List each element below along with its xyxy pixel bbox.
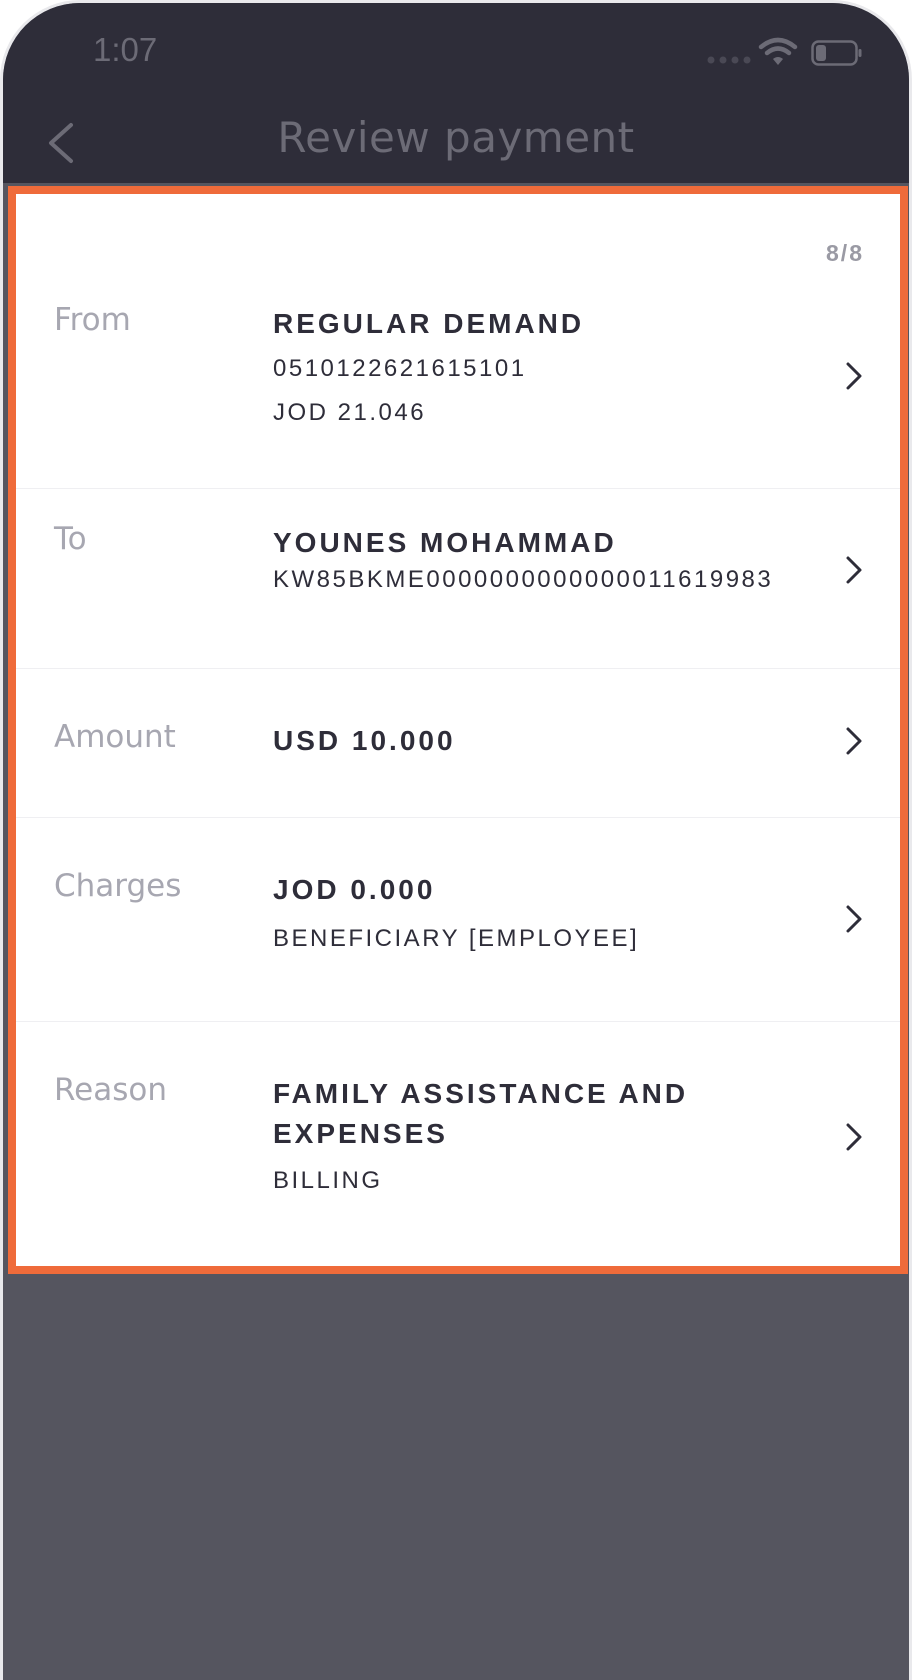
payment-review-card <box>8 186 908 1274</box>
to-values <box>273 523 833 597</box>
to-label: To <box>54 521 87 557</box>
charges-row[interactable] <box>16 818 900 1022</box>
from-account-name: REGULAR DEMAND <box>273 308 585 339</box>
header-area <box>3 3 909 183</box>
navigation-bar <box>3 103 909 183</box>
charges-bearer: BENEFICIARY [EMPLOYEE] <box>273 925 640 952</box>
reason-subtype: BILLING <box>273 1167 383 1194</box>
chevron-right-icon <box>844 1121 864 1153</box>
charges-values <box>273 870 833 956</box>
beneficiary-iban: KW85BKME0000000000000011619983 <box>273 566 774 593</box>
page-title: Review payment <box>277 113 635 162</box>
from-account-number: 0510122621615101 <box>273 355 527 382</box>
chevron-right-icon <box>844 725 864 757</box>
status-time: 1:07 <box>93 31 158 68</box>
reason-values <box>273 1074 833 1198</box>
amount-values <box>273 721 833 761</box>
reason-row[interactable] <box>16 1022 900 1267</box>
beneficiary-name: YOUNES MOHAMMAD <box>273 527 617 558</box>
from-row[interactable] <box>16 270 900 489</box>
reason-title-line-2: EXPENSES <box>273 1118 448 1149</box>
reason-title-line-1: FAMILY ASSISTANCE AND <box>273 1078 689 1109</box>
chevron-right-icon <box>844 360 864 392</box>
step-counter: 8/8 <box>826 240 864 266</box>
reason-label: Reason <box>54 1072 167 1108</box>
chevron-right-icon <box>844 554 864 586</box>
transfer-amount: USD 10.000 <box>273 725 456 756</box>
to-row[interactable] <box>16 489 900 669</box>
amount-label: Amount <box>54 719 176 755</box>
charges-label: Charges <box>54 868 182 904</box>
amount-row[interactable] <box>16 669 900 818</box>
status-bar <box>3 3 909 103</box>
from-values <box>273 304 833 430</box>
battery-icon <box>811 40 863 66</box>
from-label: From <box>54 302 131 338</box>
wifi-icon <box>758 37 798 67</box>
chevron-right-icon <box>844 903 864 935</box>
from-account-balance: JOD 21.046 <box>273 399 427 426</box>
charges-amount: JOD 0.000 <box>273 874 436 905</box>
cellular-signal-icon <box>706 55 756 65</box>
